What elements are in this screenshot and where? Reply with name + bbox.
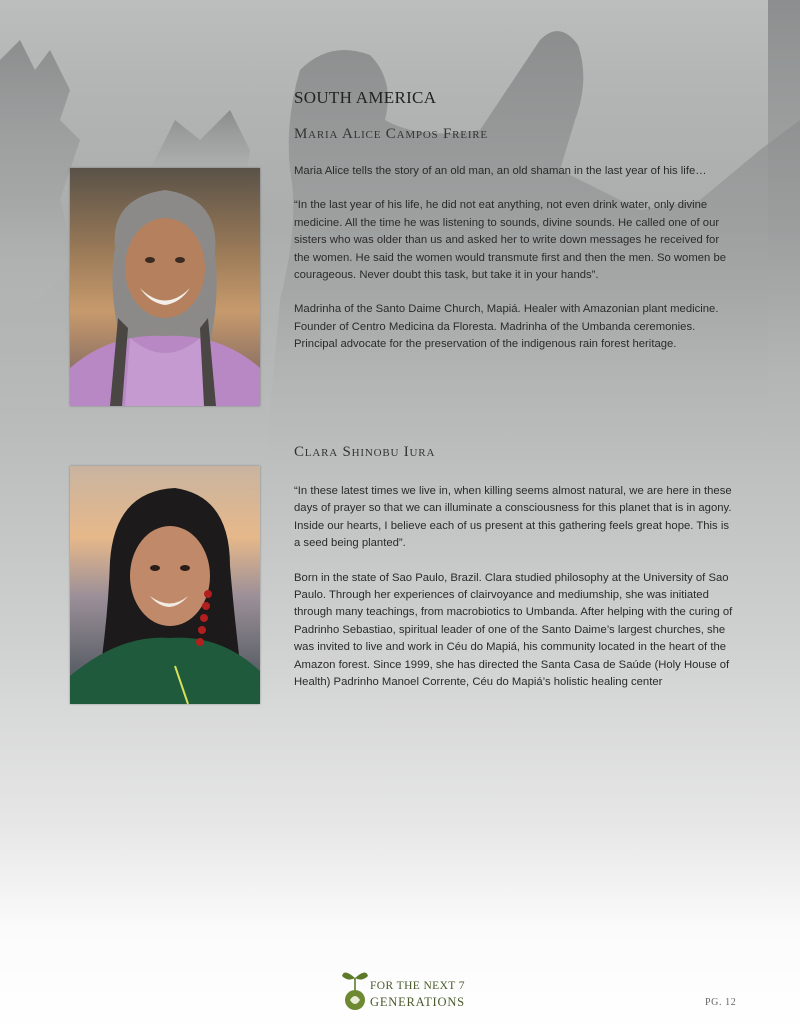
profile-text-clara bbox=[294, 483, 734, 708]
logo-text-line-2: GENERATIONS bbox=[370, 995, 465, 1009]
person-name-clara: Clara Shinobu Iura bbox=[294, 444, 436, 460]
quote-paragraph: “In these latest times we live in, when killing seems almost natural, we are here in these days of prayer so that we can illuminate a consciousness for this planet that is in agony. Inside our hearts, I believe each of us present at this gathering feels great hope. This is a seed being planted”. bbox=[294, 485, 732, 550]
section-heading: SOUTH AMERICA bbox=[294, 88, 437, 107]
person-name-maria-alice: Maria Alice Campos Freire bbox=[294, 126, 488, 142]
intro-paragraph: Maria Alice tells the story of an old man, an old shaman in the last year of his life… bbox=[294, 165, 707, 177]
portrait-maria-alice bbox=[70, 168, 260, 406]
footer-logo bbox=[340, 966, 470, 1014]
sprout-seed-icon bbox=[340, 966, 370, 1014]
portrait-clara bbox=[70, 466, 260, 704]
bio-paragraph: Born in the state of Sao Paulo, Brazil. Clara studied philosophy at the University of Sao Paulo. Through her experiences of clairvoyance and mediumship, she was initiated through many teachings, from macrobiotics to Umbanda. After helping with the curing of Padrinho Sebastiao, spiritual leader of one of the Santo Daime’s largest churches, she was invited to live and work in Céu do Mapiá, his community located in the heart of the Amazon forest. Since 1999, she has directed the Santa Casa de Saúde (Holy House of Health) Padrinho Manoel Corrente, Céu do Mapiá’s holistic healing center bbox=[294, 571, 733, 689]
page-number: PG. 12 bbox=[705, 997, 737, 1008]
quote-paragraph: “In the last year of his life, he did not eat anything, not even drink water, only divine medicine. All the time he was listening to sounds, divine sounds. He called one of our sisters who was older than us and asked her to write down messages he received for the women. He said the women would transmute first and then the men. So women be courageous. Never doubt this task, but take it in your hands”. bbox=[294, 199, 727, 282]
logo-text-line-1: FOR THE NEXT 7 bbox=[370, 980, 465, 992]
profile-text-maria-alice bbox=[294, 163, 734, 371]
bio-paragraph: Madrinha of the Santo Daime Church, Mapiá. Healer with Amazonian plant medicine. Founder of Centro Medicina da Floresta. Madrinha of the Umbanda ceremonies. Principal advocate for the preservation of the indigenous rain forest heritage. bbox=[294, 303, 719, 351]
